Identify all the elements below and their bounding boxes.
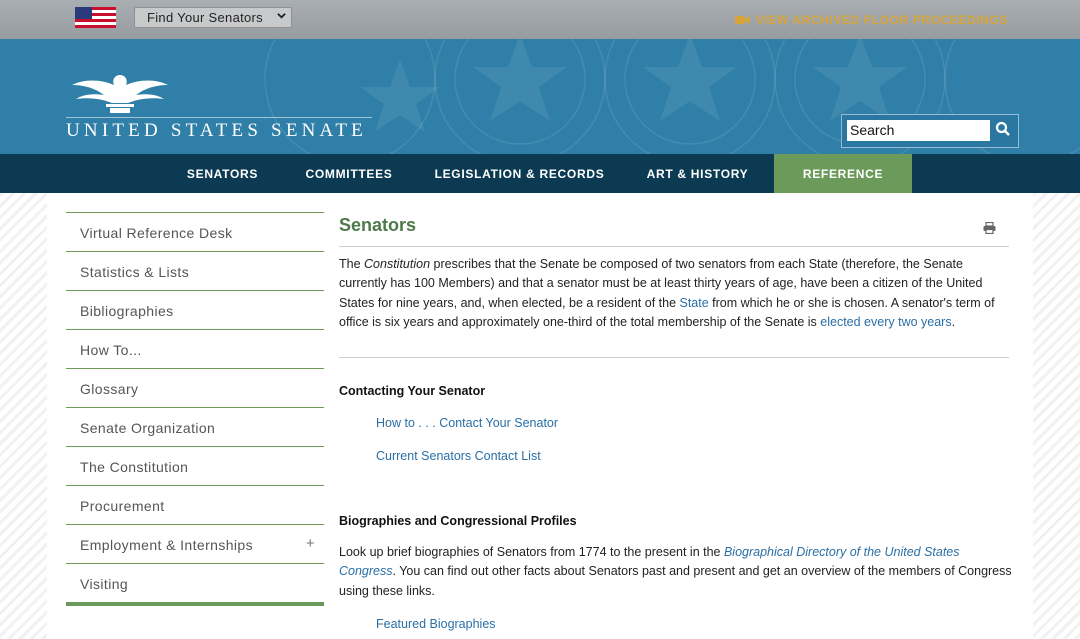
main-nav	[0, 154, 1080, 193]
left-decorative-stripes	[0, 193, 47, 639]
search-input[interactable]: Search	[847, 120, 990, 141]
contact-your-senator-link[interactable]: How to . . . Contact Your Senator	[376, 416, 559, 430]
intro-text: from which he or she is chosen. A senator's term of office is six years and approximately one-third of the total membership of the Senate is	[339, 295, 995, 330]
print-icon[interactable]	[983, 222, 996, 234]
nav-legislation-records[interactable]: LEGISLATION & RECORDS	[434, 167, 605, 181]
sidebar-item-senate-organization[interactable]	[66, 407, 324, 446]
sidebar-item-statistics-lists[interactable]	[66, 251, 324, 290]
sidebar-item-how-to[interactable]	[66, 329, 324, 368]
sidebar-item-label: Bibliographies	[80, 303, 174, 319]
video-camera-icon	[735, 15, 750, 25]
nav-reference[interactable]: REFERENCE	[774, 154, 912, 193]
intro-text: The	[339, 257, 365, 271]
sidebar-item-glossary[interactable]	[66, 368, 324, 407]
bio-text: . You can find out other facts about Senators past and present and get an overview of the members of Congress using these links.	[339, 564, 1012, 598]
intro-text: prescribes that the Senate be composed of two senators from each State (therefore, the Senate currently has 100 Members) and that a senator must be at least thirty years of age, have been a citizen of the United States for nine years, and, when elected, be a resident of the	[339, 257, 983, 310]
reference-sidebar	[66, 212, 324, 606]
sidebar-item-label: Procurement	[80, 498, 165, 514]
sidebar-bottom-rule	[66, 602, 324, 606]
bio-text: Look up brief biographies of Senators from 1774 to the present in the	[339, 545, 724, 559]
sidebar-item-label: Senate Organization	[80, 420, 216, 436]
site-logo-text[interactable]: UNITED STATES SENATE	[66, 120, 367, 141]
chevron-down-icon	[277, 11, 286, 20]
sidebar-item-the-constitution[interactable]	[66, 446, 324, 485]
constitution-term: Constitution	[364, 257, 431, 271]
expand-plus-icon[interactable]: +	[305, 535, 315, 552]
sidebar-item-label: Visiting	[80, 576, 129, 592]
find-senators-label: Find Your Senators	[147, 10, 263, 25]
nav-senators[interactable]: SENATORS	[186, 167, 259, 181]
sidebar-item-procurement[interactable]	[66, 485, 324, 524]
sidebar-item-virtual-reference-desk[interactable]	[66, 212, 324, 251]
intro-paragraph	[339, 255, 1014, 333]
nav-art-history[interactable]: ART & HISTORY	[646, 167, 749, 181]
title-divider	[339, 246, 1009, 247]
right-decorative-stripes	[1033, 193, 1080, 639]
search-icon[interactable]	[995, 121, 1011, 137]
biographies-heading: Biographies and Congressional Profiles	[339, 514, 577, 528]
sidebar-item-bibliographies[interactable]	[66, 290, 324, 329]
sidebar-item-label: How To...	[80, 342, 142, 358]
sidebar-item-label: Statistics & Lists	[80, 264, 190, 280]
site-header	[0, 39, 1080, 154]
us-flag-icon	[75, 7, 116, 28]
contacting-heading: Contacting Your Senator	[339, 384, 486, 398]
section-divider	[339, 357, 1009, 358]
logo-divider	[66, 117, 372, 118]
senate-eagle-logo	[70, 73, 170, 115]
sidebar-item-label: Employment & Internships	[80, 537, 254, 553]
biographical-directory-link[interactable]: Biographical Directory of the United States Congress	[339, 545, 960, 579]
archived-proceedings-link[interactable]	[735, 13, 1008, 27]
archived-proceedings-label: VIEW ARCHIVED FLOOR PROCEEDINGS	[755, 13, 1008, 27]
sidebar-item-label: Glossary	[80, 381, 139, 397]
find-senators-select[interactable]	[134, 7, 292, 28]
search-form	[841, 114, 1019, 148]
nav-committees[interactable]: COMMITTEES	[305, 167, 393, 181]
sidebar-item-employment-internships[interactable]	[66, 524, 324, 563]
page-title: Senators	[339, 215, 417, 235]
sidebar-item-label: Virtual Reference Desk	[80, 225, 233, 241]
state-link[interactable]: State	[679, 295, 709, 310]
senators-contact-list-link[interactable]: Current Senators Contact List	[376, 449, 541, 463]
utility-bar	[0, 0, 1080, 39]
featured-biographies-link[interactable]: Featured Biographies	[376, 617, 496, 631]
elected-every-two-years-link[interactable]: elected every two years	[820, 315, 952, 330]
sidebar-item-visiting[interactable]	[66, 563, 324, 602]
biographies-paragraph	[339, 543, 1014, 601]
sidebar-item-label: The Constitution	[80, 459, 189, 475]
intro-text: .	[951, 315, 956, 330]
